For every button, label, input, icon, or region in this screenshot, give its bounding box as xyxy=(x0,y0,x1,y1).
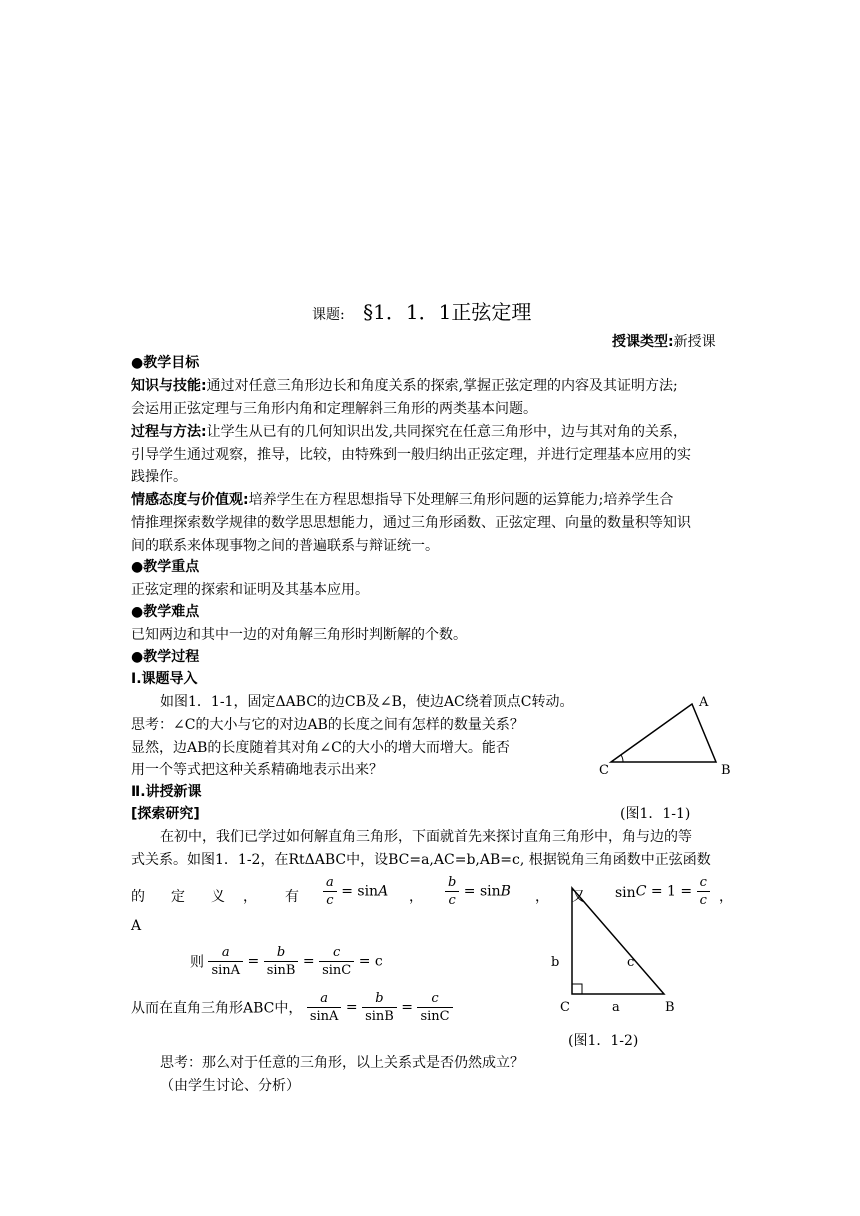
explore-heading: [探索研究] xyxy=(131,806,200,822)
eq-a-over-c: $\frac{a}{c}$ = sinA xyxy=(323,874,388,909)
therefore-equation: 从而在直角三角形ABC中， $\frac{a}{\sin A}$ = $\frac{b}{\sin B}$ = $\frac{c}{\sin C}$ xyxy=(131,990,453,1025)
process-text1: 让学生从已有的几何知识出发,共同探究在任意三角形中，边与其对角的关系， xyxy=(206,424,688,440)
process-line2: 引导学生通过观察，推导，比较，由特殊到一般归纳出正弦定理，并进行定理基本应用的实 xyxy=(131,447,691,463)
page-title xyxy=(312,296,531,325)
key-heading: ●教学重点 xyxy=(131,559,200,575)
intro-line1: 如图1．1-1，固定ΔABC的边CB及∠B，使边AC绕着顶点C转动。 xyxy=(160,694,574,710)
difficult-text: 已知两边和其中一边的对角解三角形时判断解的个数。 xyxy=(131,627,467,643)
process-line3: 践操作。 xyxy=(131,469,187,485)
emotion-label: 情感态度与价值观: xyxy=(131,492,249,508)
def-word-2: 定 xyxy=(171,889,185,905)
figure2-caption: (图1．1-2) xyxy=(568,1033,639,1049)
key-text: 正弦定理的探索和证明及其基本应用。 xyxy=(131,582,369,598)
emotion-line2: 情推理探索数学规律的数学思思想能力，通过三角形函数、正弦定理、向量的数量积等知识 xyxy=(131,515,691,531)
class-type-label: 授课类型: xyxy=(612,334,674,350)
eq-sinC: sinC = 1 = $\frac{c}{c}$ xyxy=(615,874,710,909)
emotion-line1 xyxy=(131,489,673,512)
then-word: 则 xyxy=(190,954,204,971)
def-word-1: 的 xyxy=(131,889,145,905)
class-type-value: 新授课 xyxy=(673,334,716,350)
knowledge-line2: 会运用正弦定理与三角形内角和定理解斜三角形的两类基本问题。 xyxy=(131,401,537,417)
def-end-comma: ， xyxy=(719,889,733,905)
new-heading: Ⅱ.讲授新课 xyxy=(131,784,202,800)
class-type xyxy=(612,331,716,351)
def-you: 又 xyxy=(571,889,585,905)
explore-line1: 在初中，我们已学过如何解直角三角形，下面就首先来探讨直角三角形中，角与边的等 xyxy=(160,829,692,845)
difficult-heading: ●教学难点 xyxy=(131,604,200,620)
eq-b-over-c: $\frac{b}{c}$ = sinB xyxy=(445,874,511,909)
knowledge-text1: 通过对任意三角形边长和角度关系的探索,掌握正弦定理的内容及其证明方法; xyxy=(206,378,678,394)
figure1-triangle xyxy=(596,690,742,780)
figure2-label-a-side: a xyxy=(612,1000,620,1015)
def-word-5: 有 xyxy=(285,889,299,905)
figure1-caption: (图1．1-1) xyxy=(620,806,691,822)
intro-heading: Ⅰ.课题导入 xyxy=(131,671,198,687)
def-comma-2: ， xyxy=(535,889,549,905)
emotion-text1: 培养学生在方程思想指导下处理解三角形问题的运算能力;培养学生合 xyxy=(248,492,674,508)
intro-line2: 思考：∠C的大小与它的对边AB的长度之间有怎样的数量关系？ xyxy=(131,717,524,733)
intro-line3: 显然，边AB的长度随着其对角∠C的大小的增大而增大。能否 xyxy=(131,740,510,756)
process-line1 xyxy=(131,421,687,444)
therefore-text: 从而在直角三角形ABC中， xyxy=(131,1000,303,1017)
goals-heading: ●教学目标 xyxy=(131,355,200,371)
explore-line2: 式关系。如图1．1-2，在RtΔABC中，设BC=a,AC=b,AB=c, 根据锐角三角函数中正弦函数 xyxy=(131,852,711,868)
then-equation: 则 $\frac{a}{\sin A}$ = $\frac{b}{\sin B}$ = $\frac{c}{\sin C}$ = c xyxy=(190,945,383,978)
figure2-label-c: C xyxy=(560,1000,570,1015)
process-label: 过程与方法: xyxy=(131,424,207,440)
knowledge-line1 xyxy=(131,375,678,398)
think-text: 思考：那么对于任意的三角形，以上关系式是否仍然成立？ xyxy=(160,1055,524,1071)
figure2-triangle xyxy=(545,880,685,1015)
discuss-text: （由学生讨论、分析） xyxy=(160,1078,300,1094)
letter-a-line: A xyxy=(131,918,142,934)
title-main: §1．1．1正弦定理 xyxy=(363,300,532,324)
figure2-label-b-side: b xyxy=(551,955,560,970)
knowledge-label: 知识与技能: xyxy=(131,378,207,394)
figure1-label-a: A xyxy=(699,695,709,710)
process-heading: ●教学过程 xyxy=(131,649,200,665)
def-comma: ， xyxy=(409,889,423,905)
title-prefix: 课题: xyxy=(312,307,345,323)
figure1-label-c: C xyxy=(599,763,609,778)
def-word-4: ， xyxy=(243,889,257,905)
def-word-3: 义 xyxy=(211,889,225,905)
emotion-line3: 间的联系来体现事物之间的普遍联系与辩证统一。 xyxy=(131,538,439,554)
figure2-label-b: B xyxy=(665,1000,675,1015)
figure2-label-c-side: c xyxy=(627,955,635,970)
figure1-label-b: B xyxy=(721,763,731,778)
intro-line4: 用一个等式把这种关系精确地表示出来？ xyxy=(131,762,383,778)
